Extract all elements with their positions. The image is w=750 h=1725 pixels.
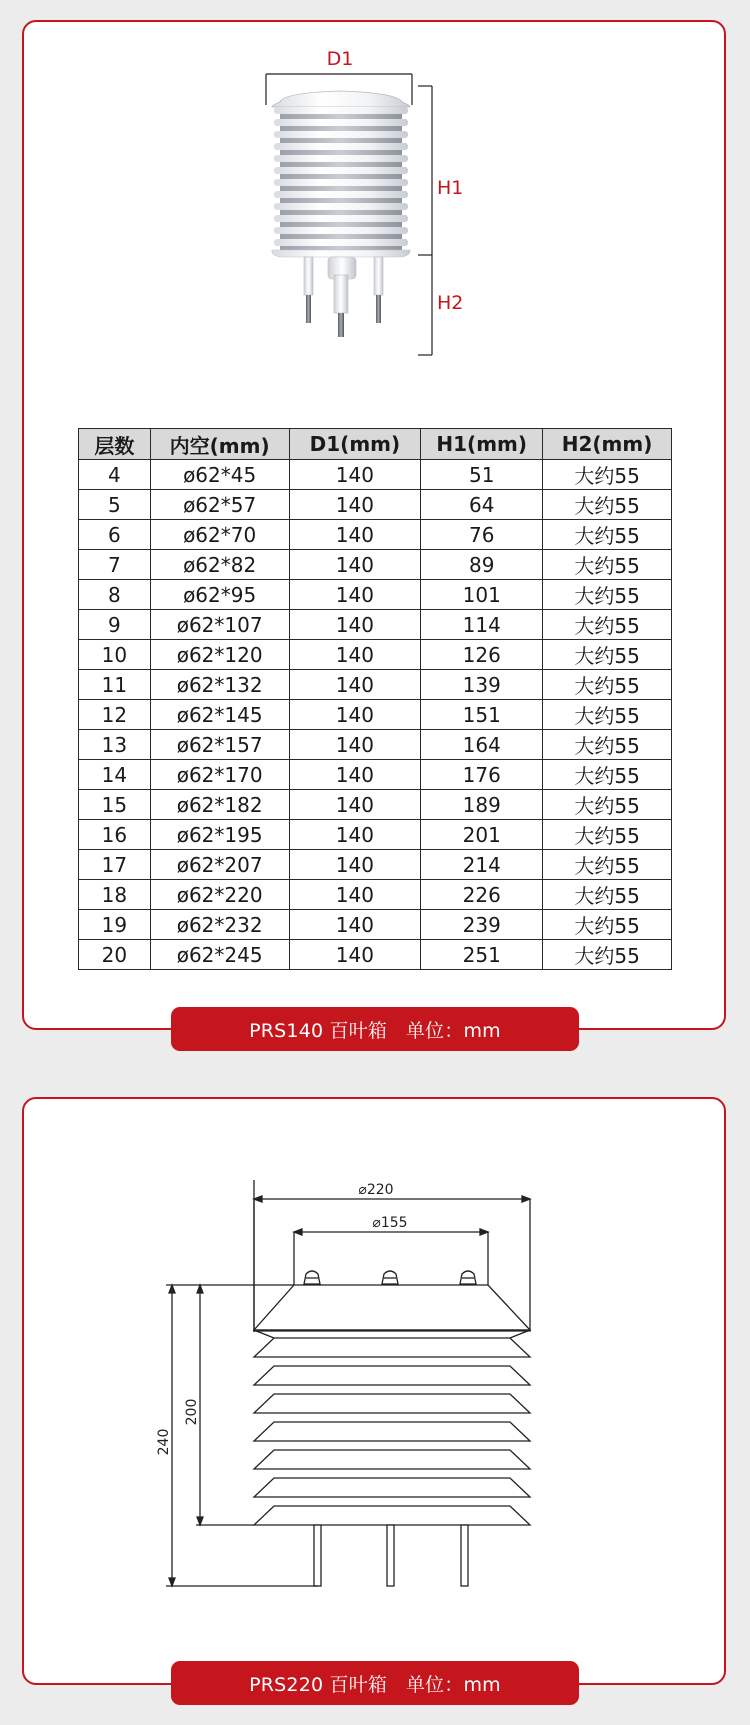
header-inner-space: 内空(mm) bbox=[150, 429, 289, 460]
cell-h2: 大约55 bbox=[543, 790, 672, 820]
cell-h2: 大约55 bbox=[543, 940, 672, 970]
cell-inner-space: ø62*57 bbox=[150, 490, 289, 520]
cell-h2: 大约55 bbox=[543, 730, 672, 760]
cell-h2: 大约55 bbox=[543, 880, 672, 910]
cell-h1: 114 bbox=[421, 610, 543, 640]
table-row bbox=[79, 640, 672, 670]
cell-inner-space: ø62*157 bbox=[150, 730, 289, 760]
table-row bbox=[79, 580, 672, 610]
cell-layers: 16 bbox=[79, 820, 151, 850]
cell-inner-space: ø62*145 bbox=[150, 700, 289, 730]
cell-d1: 140 bbox=[289, 640, 421, 670]
cell-inner-space: ø62*82 bbox=[150, 550, 289, 580]
cell-h1: 151 bbox=[421, 700, 543, 730]
prs140-product-photo bbox=[270, 45, 510, 375]
cell-d1: 140 bbox=[289, 700, 421, 730]
cell-h1: 126 bbox=[421, 640, 543, 670]
cell-inner-space: ø62*182 bbox=[150, 790, 289, 820]
total-height-label: 240 bbox=[156, 1428, 172, 1456]
cell-inner-space: ø62*245 bbox=[150, 940, 289, 970]
table-row bbox=[79, 520, 672, 550]
cell-layers: 13 bbox=[79, 730, 151, 760]
cell-h2: 大约55 bbox=[543, 580, 672, 610]
cell-d1: 140 bbox=[289, 490, 421, 520]
cell-d1: 140 bbox=[289, 670, 421, 700]
prs140-spec-table bbox=[78, 428, 672, 970]
cell-layers: 15 bbox=[79, 790, 151, 820]
cell-inner-space: ø62*207 bbox=[150, 850, 289, 880]
table-row bbox=[79, 670, 672, 700]
cell-h2: 大约55 bbox=[543, 640, 672, 670]
cell-h2: 大约55 bbox=[543, 850, 672, 880]
cell-h2: 大约55 bbox=[543, 520, 672, 550]
header-d1: D1(mm) bbox=[289, 429, 421, 460]
prs220-caption: PRS220 百叶箱 单位：mm bbox=[171, 1661, 579, 1705]
table-row bbox=[79, 820, 672, 850]
cell-inner-space: ø62*70 bbox=[150, 520, 289, 550]
cell-inner-space: ø62*120 bbox=[150, 640, 289, 670]
mounting-legs bbox=[304, 257, 383, 337]
cell-h1: 214 bbox=[421, 850, 543, 880]
prs140-caption: PRS140 百叶箱 单位：mm bbox=[171, 1007, 579, 1051]
cell-d1: 140 bbox=[289, 880, 421, 910]
inner-diameter-label: ⌀155 bbox=[372, 1215, 408, 1231]
table-row bbox=[79, 760, 672, 790]
cell-inner-space: ø62*195 bbox=[150, 820, 289, 850]
cell-layers: 18 bbox=[79, 880, 151, 910]
body-height-label: 200 bbox=[184, 1398, 200, 1426]
cell-h2: 大约55 bbox=[543, 460, 672, 490]
cell-h2: 大约55 bbox=[543, 820, 672, 850]
table-row bbox=[79, 610, 672, 640]
cell-d1: 140 bbox=[289, 550, 421, 580]
cell-layers: 17 bbox=[79, 850, 151, 880]
cell-h1: 64 bbox=[421, 490, 543, 520]
cell-layers: 9 bbox=[79, 610, 151, 640]
cell-d1: 140 bbox=[289, 820, 421, 850]
cell-layers: 4 bbox=[79, 460, 151, 490]
prs220-technical-drawing bbox=[156, 1180, 550, 1600]
cell-h1: 139 bbox=[421, 670, 543, 700]
cell-h1: 239 bbox=[421, 910, 543, 940]
cell-h2: 大约55 bbox=[543, 760, 672, 790]
table-header-row bbox=[79, 429, 672, 460]
cell-h1: 226 bbox=[421, 880, 543, 910]
cell-d1: 140 bbox=[289, 460, 421, 490]
louver-plates bbox=[272, 107, 410, 257]
table-row bbox=[79, 550, 672, 580]
cell-inner-space: ø62*95 bbox=[150, 580, 289, 610]
cell-h1: 251 bbox=[421, 940, 543, 970]
cell-layers: 6 bbox=[79, 520, 151, 550]
cell-h1: 164 bbox=[421, 730, 543, 760]
cell-h1: 76 bbox=[421, 520, 543, 550]
header-layers: 层数 bbox=[79, 429, 151, 460]
h1-label: H1 bbox=[437, 177, 464, 199]
cell-layers: 11 bbox=[79, 670, 151, 700]
cell-d1: 140 bbox=[289, 790, 421, 820]
table-row bbox=[79, 940, 672, 970]
cell-d1: 140 bbox=[289, 610, 421, 640]
cell-d1: 140 bbox=[289, 730, 421, 760]
cell-d1: 140 bbox=[289, 850, 421, 880]
cell-d1: 140 bbox=[289, 520, 421, 550]
table-row bbox=[79, 490, 672, 520]
cell-inner-space: ø62*45 bbox=[150, 460, 289, 490]
cell-h1: 101 bbox=[421, 580, 543, 610]
cell-inner-space: ø62*220 bbox=[150, 880, 289, 910]
h2-label: H2 bbox=[437, 292, 464, 314]
outer-diameter-label: ⌀220 bbox=[358, 1182, 394, 1198]
cell-layers: 20 bbox=[79, 940, 151, 970]
cell-h2: 大约55 bbox=[543, 610, 672, 640]
cell-layers: 7 bbox=[79, 550, 151, 580]
cell-d1: 140 bbox=[289, 760, 421, 790]
cell-d1: 140 bbox=[289, 580, 421, 610]
table-row bbox=[79, 460, 672, 490]
cell-h2: 大约55 bbox=[543, 490, 672, 520]
table-row bbox=[79, 850, 672, 880]
cell-h2: 大约55 bbox=[543, 910, 672, 940]
cell-h1: 176 bbox=[421, 760, 543, 790]
header-h2: H2(mm) bbox=[543, 429, 672, 460]
d1-label: D1 bbox=[326, 48, 354, 70]
cell-h2: 大约55 bbox=[543, 670, 672, 700]
cell-layers: 12 bbox=[79, 700, 151, 730]
cell-inner-space: ø62*232 bbox=[150, 910, 289, 940]
table-row bbox=[79, 910, 672, 940]
cell-layers: 8 bbox=[79, 580, 151, 610]
cell-h1: 201 bbox=[421, 820, 543, 850]
cell-inner-space: ø62*170 bbox=[150, 760, 289, 790]
cell-layers: 14 bbox=[79, 760, 151, 790]
cell-layers: 19 bbox=[79, 910, 151, 940]
cell-h1: 89 bbox=[421, 550, 543, 580]
cell-inner-space: ø62*107 bbox=[150, 610, 289, 640]
cell-inner-space: ø62*132 bbox=[150, 670, 289, 700]
cell-d1: 140 bbox=[289, 910, 421, 940]
cell-h1: 51 bbox=[421, 460, 543, 490]
cell-h2: 大约55 bbox=[543, 700, 672, 730]
table-row bbox=[79, 700, 672, 730]
cell-h1: 189 bbox=[421, 790, 543, 820]
header-h1: H1(mm) bbox=[421, 429, 543, 460]
cell-layers: 10 bbox=[79, 640, 151, 670]
cell-d1: 140 bbox=[289, 940, 421, 970]
cell-layers: 5 bbox=[79, 490, 151, 520]
table-row bbox=[79, 880, 672, 910]
cell-h2: 大约55 bbox=[543, 550, 672, 580]
table-row bbox=[79, 730, 672, 760]
table-row bbox=[79, 790, 672, 820]
